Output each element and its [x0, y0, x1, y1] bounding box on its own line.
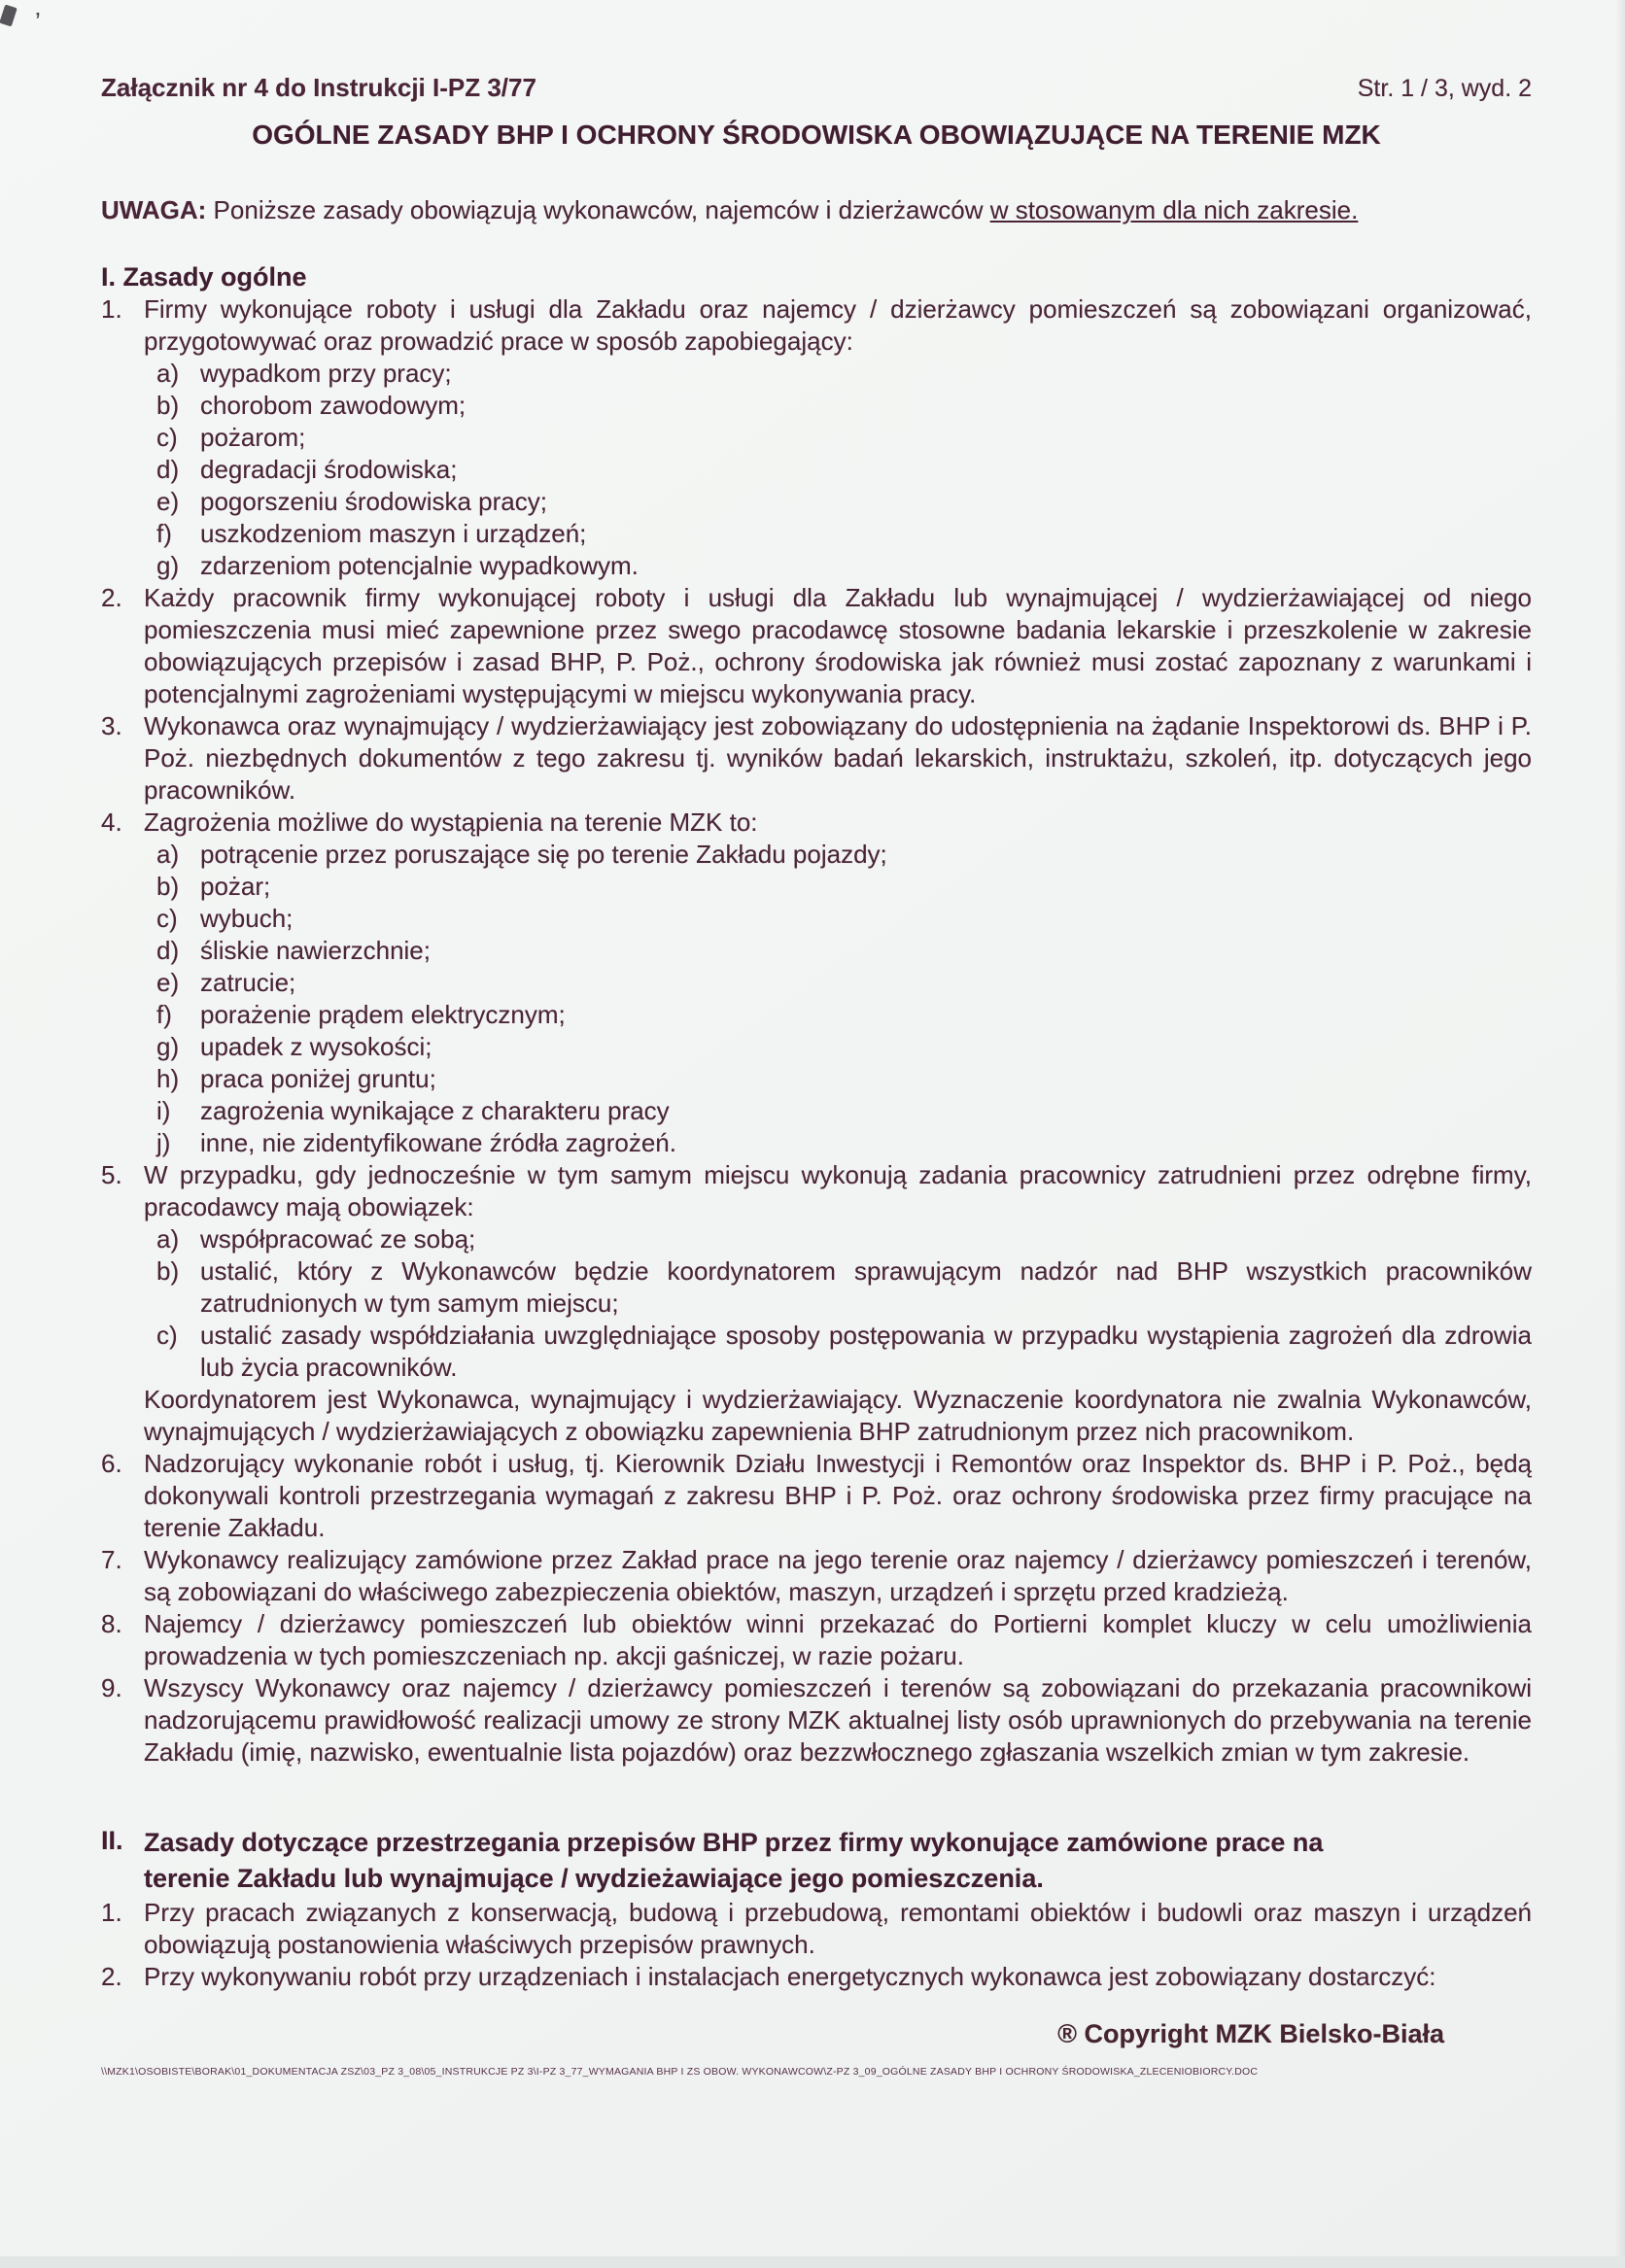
item-number: 3.: [101, 711, 122, 740]
item-number: 2.: [101, 583, 122, 612]
sub-item: [156, 1095, 1532, 1127]
item-text: Wykonawcy realizujący zamówione przez Zakład prace na jego terenie oraz najemcy / dzierżawcy pomieszczeń i terenów, są zobowiązani do właściwego zabezpieczenia obiektów, maszyn, urządzeń i sprzętu przed kradzieżą.: [144, 1545, 1532, 1606]
sub-item-text: porażenie prądem elektrycznym;: [200, 1000, 566, 1029]
notice-label: UWAGA:: [101, 195, 207, 224]
item-number: 7.: [101, 1545, 122, 1574]
notice-text: Poniższe zasady obowiązują wykonawców, najemców i dzierżawców: [206, 195, 990, 224]
sub-item-letter: d): [156, 455, 180, 484]
document-title: OGÓLNE ZASADY BHP I OCHRONY ŚRODOWISKA OBOWIĄZUJĄCE NA TERENIE MZK: [252, 120, 1381, 150]
sub-item: [156, 1223, 1532, 1255]
item-body: [144, 1608, 1532, 1672]
sub-item-text: współpracować ze sobą;: [200, 1224, 476, 1254]
item-body: [144, 1159, 1532, 1448]
sub-item: [156, 1320, 1532, 1384]
item-body: [144, 293, 1532, 582]
sub-item-letter: g): [156, 551, 180, 580]
section-2-heading: [101, 1825, 1532, 1897]
page-number-info: Str. 1 / 3, wyd. 2: [1357, 75, 1532, 102]
item-note: Koordynatorem jest Wykonawca, wynajmujący i wydzierżawiający. Wyznaczenie koordynatora nie zwalnia Wykonawców, wynajmujących / wydzierżawiających z obowiązku zapewnienia BHP zatrudnionym przez nich pracownikom.: [144, 1385, 1532, 1446]
list-item: [101, 1544, 1532, 1608]
list-item: [101, 710, 1532, 807]
notice-underlined-text: w stosowanym dla nich zakresie.: [989, 195, 1359, 224]
item-number: 4.: [101, 808, 122, 837]
sub-item: [156, 1063, 1532, 1095]
file-path-line: \\MZK1\OSOBISTE\BORAK\01_DOKUMENTACJA ZSZ\03_PZ 3_08\05_INSTRUKCJE PZ 3\I-PZ 3_77_WYMAGANIA BHP I ZS OBOW. WYKONAWCOW\Z-PZ 3_09_OGÓLNE ZASADY BHP I OCHRONY ŚRODOWISKA_ZLECENIOBIORCY.DOC: [101, 2066, 1259, 2078]
document-header: [101, 72, 1532, 105]
sub-item: [156, 390, 1532, 422]
sub-item-letter: a): [156, 840, 180, 869]
sub-item-letter: b): [156, 1256, 180, 1286]
scan-artifact-tick: ’: [35, 7, 41, 36]
sub-item-letter: g): [156, 1032, 180, 1061]
sub-item-list: [144, 839, 1532, 1159]
item-text: Przy wykonywaniu robót przy urządzeniach i instalacjach energetycznych wykonawca jest zobowiązany dostarczyć:: [144, 1962, 1436, 1991]
sub-item-text: śliskie nawierzchnie;: [200, 936, 431, 965]
sub-item-list: [144, 358, 1532, 582]
sub-item-letter: a): [156, 359, 180, 388]
sub-item: [156, 550, 1532, 582]
sub-item-letter: e): [156, 487, 180, 516]
item-body: [144, 1448, 1532, 1544]
sub-item: [156, 1031, 1532, 1063]
item-number: 9.: [101, 1673, 122, 1702]
item-body: [144, 1897, 1532, 1961]
sub-item: [156, 871, 1532, 903]
sub-item-letter: j): [156, 1128, 171, 1157]
sub-item: [156, 839, 1532, 871]
item-text: W przypadku, gdy jednocześnie w tym samym miejscu wykonują zadania pracownicy zatrudnieni przez odrębne firmy, pracodawcy mają obowiązek:: [144, 1160, 1532, 1221]
list-item: [101, 1672, 1532, 1769]
item-body: [144, 1672, 1532, 1769]
item-number: 1.: [101, 294, 122, 324]
item-body: [144, 1961, 1532, 1993]
sub-item: [156, 518, 1532, 550]
sub-item: [156, 967, 1532, 999]
sub-item-text: uszkodzeniom maszyn i urządzeń;: [200, 519, 587, 548]
sub-item-text: zagrożenia wynikające z charakteru pracy: [200, 1096, 670, 1125]
sub-item-letter: d): [156, 936, 180, 965]
copyright-line: ® Copyright MZK Bielsko-Biała: [1057, 2019, 1444, 2048]
item-body: [144, 807, 1532, 1159]
sub-item-text: pożarom;: [200, 423, 306, 452]
sub-item-text: praca poniżej gruntu;: [200, 1064, 436, 1093]
sub-item-text: chorobom zawodowym;: [200, 391, 467, 420]
section-2-number: II.: [101, 1826, 123, 1855]
sub-item-text: pogorszeniu środowiska pracy;: [200, 487, 547, 516]
section-1-heading: I. Zasady ogólne: [101, 262, 307, 292]
sub-item-text: potrącenie przez poruszające się po terenie Zakładu pojazdy;: [200, 840, 887, 869]
section-2-heading-line2: terenie Zakładu lub wynajmujące / wydzieżawiające jego pomieszczenia.: [144, 1864, 1044, 1893]
scan-edge-strip: [0, 2256, 1625, 2268]
sub-item-letter: f): [156, 1000, 172, 1029]
sub-item-letter: a): [156, 1224, 180, 1254]
item-number: 5.: [101, 1160, 122, 1189]
sub-item-letter: h): [156, 1064, 180, 1093]
list-item: [101, 807, 1532, 1159]
sub-item-letter: i): [156, 1096, 171, 1125]
notice-paragraph: [101, 194, 1532, 226]
item-text: Wszyscy Wykonawcy oraz najemcy / dzierżawcy pomieszczeń i terenów są zobowiązani do przekazania pracownikowi nadzorującemu prawidłowość realizacji umowy ze strony MZK aktualnej listy osób uprawnionych do przebywania na terenie Zakładu (imię, nazwisko, ewentualnie lista pojazdów) oraz bezzwłocznego zgłaszania wszelkich zmian w tym zakresie.: [144, 1673, 1532, 1767]
attachment-reference: Załącznik nr 4 do Instrukcji I-PZ 3/77: [101, 73, 536, 102]
sub-item-text: zdarzeniom potencjalnie wypadkowym.: [200, 551, 639, 580]
item-text: Nadzorujący wykonanie robót i usług, tj. Kierownik Działu Inwestycji i Remontów oraz Inspektor ds. BHP i P. Poż., będą dokonywali kontroli przestrzegania wymagań z zakresu BHP i P. Poż. oraz ochrony środowiska przez firmy pracujące na terenie Zakładu.: [144, 1449, 1532, 1542]
sub-item-text: pożar;: [200, 872, 271, 901]
sub-item: [156, 454, 1532, 486]
item-text: Każdy pracownik firmy wykonującej roboty i usługi dla Zakładu lub wynajmującej / wydzierżawiającej od niego pomieszczenia musi mieć zapewnione przez swego pracodawcę stosowne badania lekarskie i przeszkolenie w zakresie obowiązujących przepisów i zasad BHP, P. Poż., ochrony środowiska jak również musi zostać zapoznany z warunkami i potencjalnymi zagrożeniami występującymi w miejscu wykonywania pracy.: [144, 583, 1532, 708]
section-2-heading-line1: Zasady dotyczące przestrzegania przepisów BHP przez firmy wykonujące zamówione prace na: [144, 1828, 1324, 1857]
sub-item: [156, 422, 1532, 454]
sub-item-text: zatrucie;: [200, 968, 296, 997]
sub-item-list: [144, 1223, 1532, 1384]
item-text: Firmy wykonujące roboty i usługi dla Zakładu oraz najemcy / dzierżawcy pomieszczeń są zobowiązani organizować, przygotowywać oraz prowadzić prace w sposób zapobiegający:: [144, 294, 1532, 356]
list-item: [101, 1159, 1532, 1448]
sub-item-text: ustalić, który z Wykonawców będzie koordynatorem sprawującym nadzór nad BHP wszystkich pracowników zatrudnionych w tym samym miejscu;: [200, 1256, 1532, 1318]
sub-item-text: ustalić zasady współdziałania uwzględniające sposoby postępowania w przypadku wystąpienia zagrożeń dla zdrowia lub życia pracowników.: [200, 1321, 1532, 1382]
list-item: [101, 1961, 1532, 1993]
section-2-heading-text: [144, 1825, 1323, 1897]
list-item: [101, 1897, 1532, 1961]
item-text: Przy pracach związanych z konserwacją, budową i przebudową, remontami obiektów i budowli oraz maszyn i urządzeń obowiązują postanowienia właściwych przepisów prawnych.: [144, 1898, 1532, 1959]
list-item: [101, 1448, 1532, 1544]
sub-item-text: upadek z wysokości;: [200, 1032, 432, 1061]
item-body: [144, 582, 1532, 710]
sub-item: [156, 1127, 1532, 1159]
sub-item: [156, 903, 1532, 935]
sub-item: [156, 1255, 1532, 1320]
sub-item-letter: c): [156, 904, 178, 933]
sub-item-letter: f): [156, 519, 172, 548]
item-number: 2.: [101, 1962, 122, 1991]
list-item: [101, 1608, 1532, 1672]
sub-item-letter: b): [156, 872, 180, 901]
list-item: [101, 582, 1532, 710]
sub-item-letter: c): [156, 1321, 178, 1350]
sub-item-text: wybuch;: [200, 904, 294, 933]
section-1-list: [101, 293, 1532, 1769]
sub-item: [156, 358, 1532, 390]
sub-item-text: inne, nie zidentyfikowane źródła zagrożeń.: [200, 1128, 676, 1157]
sub-item-text: degradacji środowiska;: [200, 455, 458, 484]
sub-item: [156, 935, 1532, 967]
item-text: Najemcy / dzierżawcy pomieszczeń lub obiektów winni przekazać do Portierni komplet kluczy w celu umożliwienia prowadzenia w tych pomieszczeniach np. akcji gaśniczej, w razie pożaru.: [144, 1609, 1532, 1670]
item-body: [144, 1544, 1532, 1608]
sub-item-letter: b): [156, 391, 180, 420]
list-item: [101, 293, 1532, 582]
item-number: 1.: [101, 1898, 122, 1927]
item-text: Zagrożenia możliwe do wystąpienia na terenie MZK to:: [144, 808, 758, 837]
sub-item: [156, 486, 1532, 518]
sub-item-letter: c): [156, 423, 178, 452]
section-2-list: [101, 1897, 1532, 1993]
item-number: 8.: [101, 1609, 122, 1638]
sub-item: [156, 999, 1532, 1031]
sub-item-text: wypadkom przy pracy;: [200, 359, 452, 388]
item-number: 6.: [101, 1449, 122, 1478]
scan-edge-shade: [1615, 0, 1625, 2268]
item-text: Wykonawca oraz wynajmujący / wydzierżawiający jest zobowiązany do udostępnienia na żądanie Inspektorowi ds. BHP i P. Poż. niezbędnych dokumentów z tego zakresu tj. wyników badań lekarskich, instruktażu, szkoleń, itp. dotyczących jego pracowników.: [144, 711, 1532, 805]
item-body: [144, 710, 1532, 807]
sub-item-letter: e): [156, 968, 180, 997]
